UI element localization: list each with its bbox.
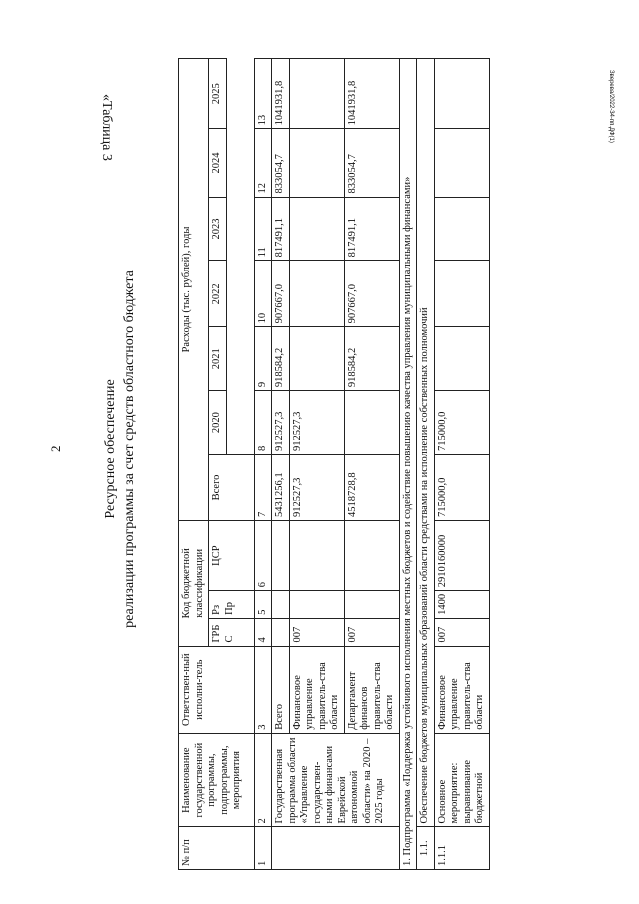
value-year: 918584,2	[272, 327, 290, 391]
budget-table	[178, 58, 490, 870]
title-line-1: Ресурсное обеспечение	[103, 379, 118, 519]
header-row-1	[179, 59, 209, 870]
header-year: 2025	[209, 59, 227, 129]
header-grbs: ГРБ С	[209, 618, 255, 646]
value-year: 907667,0	[272, 261, 290, 327]
header-year: 2023	[209, 197, 227, 261]
value-year: 817491,1	[344, 197, 399, 261]
header-csr: ЦСР	[209, 520, 255, 590]
header-year: 2021	[209, 327, 227, 391]
column-number: 2	[254, 733, 272, 827]
column-number: 11	[254, 197, 272, 261]
csr-cell	[289, 520, 344, 590]
column-number: 3	[254, 646, 272, 733]
program-executor: Всего	[272, 646, 290, 733]
value-year: 817491,1	[272, 197, 290, 261]
header-total: Всего	[209, 455, 255, 521]
program-executor: Департамент финансов правитель-ства области	[344, 646, 399, 733]
column-number: 12	[254, 129, 272, 197]
page-number: 2	[48, 445, 63, 452]
header-year: 2024	[209, 129, 227, 197]
event-row	[434, 59, 489, 870]
rzpr-cell	[272, 591, 290, 619]
program-num-cell	[272, 827, 400, 870]
value-year: 912527,3	[289, 391, 344, 455]
event-executor: Финансовое управление правитель-ства области	[434, 646, 489, 733]
document-title	[101, 259, 139, 639]
header-name: Наименование государственной программы, подпрограммы, мероприятия	[179, 733, 255, 827]
grbs-cell: 007	[434, 618, 489, 646]
value-year: 1041931,8	[344, 59, 399, 129]
task-text: Обеспечение бюджетов муниципальных образований области средствами на исполнение собственных полномочий	[417, 59, 435, 827]
value-year: 907667,0	[344, 261, 399, 327]
program-name: Государственная программа области «Управление государствен-ными финансами Еврейской автономной области» на 2020 – 2025 годы	[272, 733, 400, 827]
program-executor: Финансовое управление правитель-ства области	[289, 646, 344, 733]
csr-cell	[272, 520, 290, 590]
value-year: 833054,7	[344, 129, 399, 197]
column-number: 4	[254, 618, 272, 646]
value-total: 5431256,1	[272, 455, 290, 521]
column-number: 9	[254, 327, 272, 391]
value-year: 833054,7	[272, 129, 290, 197]
program-row-total	[272, 59, 290, 870]
column-number: 1	[254, 827, 272, 870]
header-num: № п/п	[179, 827, 255, 870]
column-number: 8	[254, 391, 272, 455]
subprogram-title: 1. Подпрограмма «Поддержка устойчивого исполнения местных бюджетов и содействие повышению качества управления муниципальными финансами»	[399, 59, 417, 870]
column-number: 6	[254, 520, 272, 590]
budget-table-container	[178, 58, 598, 870]
header-year: 2022	[209, 261, 227, 327]
subprogram-row	[399, 59, 417, 870]
column-number-row	[254, 59, 272, 870]
grbs-cell	[272, 618, 290, 646]
header-rzpr: Рз Пр	[209, 591, 255, 619]
value-year	[289, 197, 344, 261]
value-year	[434, 59, 489, 129]
value-year: 918584,2	[344, 327, 399, 391]
rzpr-cell	[289, 591, 344, 619]
value-year	[289, 261, 344, 327]
header-executor: Ответствен-ный исполни-тель	[179, 646, 255, 733]
value-year	[344, 391, 399, 455]
event-name: Основное мероприятие: выравнивание бюджетной	[434, 733, 489, 827]
column-number: 5	[254, 591, 272, 619]
event-num: 1.1.1	[434, 827, 489, 870]
grbs-cell: 007	[289, 618, 344, 646]
column-number: 7	[254, 455, 272, 521]
value-year	[434, 197, 489, 261]
value-total: 715000,0	[434, 455, 489, 521]
grbs-cell: 007	[344, 618, 399, 646]
column-number: 13	[254, 59, 272, 129]
value-total: 912527,3	[289, 455, 344, 521]
value-year	[289, 129, 344, 197]
value-year	[434, 129, 489, 197]
value-year	[289, 327, 344, 391]
value-year	[434, 327, 489, 391]
value-year: 912527,3	[272, 391, 290, 455]
column-number: 10	[254, 261, 272, 327]
csr-cell: 2910160000	[434, 520, 489, 590]
rzpr-cell	[344, 591, 399, 619]
value-year	[434, 261, 489, 327]
csr-cell	[344, 520, 399, 590]
header-budget-code: Код бюджетной классификации	[179, 520, 209, 646]
header-expenses: Расходы (тыс. рублей), годы	[179, 59, 209, 521]
value-year: 715000,0	[434, 391, 489, 455]
task-row	[417, 59, 435, 870]
value-year: 1041931,8	[272, 59, 290, 129]
value-year	[289, 59, 344, 129]
rzpr-cell: 1400	[434, 591, 489, 619]
header-year: 2020	[209, 391, 227, 455]
document-code: Зверева/2022-34-пп.ДФ(1)	[608, 70, 614, 143]
title-line-2: реализации программы за счет средств областного бюджета	[122, 270, 137, 628]
table-caption: «Таблица 3	[99, 94, 114, 161]
value-total: 4518728,8	[344, 455, 399, 521]
task-num: 1.1.	[417, 827, 435, 870]
